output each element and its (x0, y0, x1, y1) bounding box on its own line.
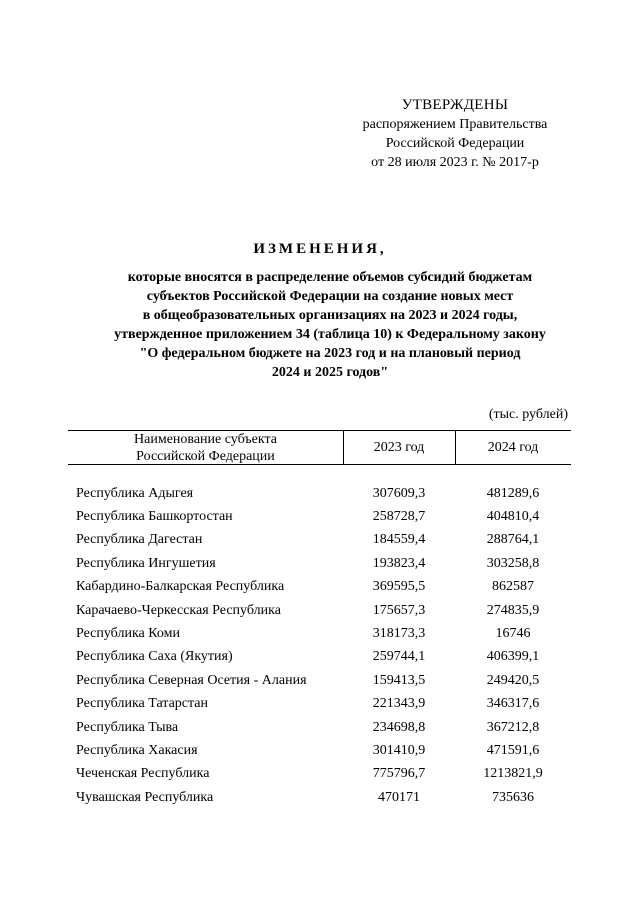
table-row (68, 576, 571, 599)
document-subtitle (60, 268, 600, 382)
value-2024-cell: 862587 (492, 579, 534, 595)
table-row (68, 786, 571, 809)
table-row (68, 529, 571, 552)
table-row (68, 646, 571, 669)
value-2023-cell: 470171 (378, 789, 420, 805)
value-2023-cell: 307609,3 (372, 485, 426, 501)
approval-line: распоряжением Правительства (362, 117, 548, 132)
region-name-cell: Республика Хакасия (76, 742, 198, 758)
table-row (68, 669, 571, 692)
value-2024-cell: 481289,6 (486, 485, 540, 501)
value-2024-cell: 16746 (495, 626, 531, 642)
region-name-cell: Республика Саха (Якутия) (76, 649, 233, 665)
region-name-cell: Кабардино-Балкарская Республика (76, 579, 285, 595)
region-name-cell: Республика Коми (76, 626, 180, 642)
table-row (68, 599, 571, 622)
value-2024-cell: 288764,1 (486, 532, 540, 548)
value-2023-cell: 221343,9 (372, 696, 426, 712)
document-title: ИЗМЕНЕНИЯ, (253, 241, 387, 257)
table-row (68, 622, 571, 645)
table-row (68, 505, 571, 528)
value-2023-cell: 193823,4 (372, 555, 426, 571)
value-2024-cell: 406399,1 (486, 649, 540, 665)
subtitle-line: "О федеральном бюджете на 2023 год и на плановый период (139, 346, 521, 361)
table-row (68, 739, 571, 762)
region-name-cell: Республика Дагестан (76, 532, 203, 548)
region-name-cell: Республика Адыгея (76, 485, 194, 501)
region-name-cell: Республика Башкортостан (76, 509, 233, 525)
value-2023-cell: 369595,5 (372, 579, 426, 595)
table-row (68, 716, 571, 739)
value-2023-cell: 184559,4 (372, 532, 426, 548)
region-name-cell: Чеченская Республика (76, 766, 210, 782)
value-2024-cell: 471591,6 (486, 742, 540, 758)
value-2023-cell: 318173,3 (372, 626, 426, 642)
table-row (68, 482, 571, 505)
table-body (68, 482, 571, 809)
subtitle-line: утвержденное приложением 34 (таблица 10) к Федеральному закону (114, 327, 546, 342)
region-name-cell: Республика Ингушетия (76, 555, 216, 571)
value-2024-cell: 1213821,9 (483, 766, 543, 782)
value-2023-cell: 159413,5 (372, 672, 426, 688)
value-2023-cell: 175657,3 (372, 602, 426, 618)
value-2024-cell: 249420,5 (486, 672, 540, 688)
header-2024: 2024 год (487, 440, 539, 455)
value-2023-cell: 258728,7 (372, 509, 426, 525)
subtitle-line: субъектов Российской Федерации на создание новых мест (146, 289, 514, 304)
value-2024-cell: 367212,8 (486, 719, 540, 735)
value-2023-cell: 234698,8 (372, 719, 426, 735)
table-row (68, 763, 571, 786)
region-name-cell: Чувашская Республика (76, 789, 214, 805)
value-2023-cell: 259744,1 (372, 649, 426, 665)
region-name-cell: Республика Тыва (76, 719, 179, 735)
table-row (68, 552, 571, 575)
approval-heading: УТВЕРЖДЕНЫ (401, 97, 509, 113)
value-2023-cell: 775796,7 (372, 766, 426, 782)
region-name-cell: Республика Северная Осетия - Алания (76, 672, 307, 688)
table-row (68, 693, 571, 716)
region-name-cell: Республика Татарстан (76, 696, 209, 712)
value-2024-cell: 404810,4 (486, 509, 540, 525)
value-2024-cell: 274835,9 (486, 602, 540, 618)
subtitle-line: в общеобразовательных организациях на 2023 и 2024 годы, (142, 308, 518, 323)
units-label: (тыс. рублей) (488, 407, 568, 422)
value-2023-cell: 301410,9 (372, 742, 426, 758)
header-name-line: Российской Федерации (136, 448, 275, 464)
header-region-name (68, 431, 343, 464)
region-name-cell: Карачаево-Черкесская Республика (76, 602, 281, 618)
value-2024-cell: 346317,6 (486, 696, 540, 712)
header-name-line: Наименование субъекта (134, 431, 277, 447)
header-2023: 2023 год (373, 440, 425, 455)
approval-block (340, 96, 570, 172)
subtitle-line: которые вносятся в распределение объемов субсидий бюджетам (127, 270, 533, 285)
subtitle-line: 2024 и 2025 годов" (271, 365, 389, 380)
approval-line: Российской Федерации (385, 136, 525, 151)
approval-line: от 28 июля 2023 г. № 2017-р (371, 155, 539, 170)
value-2024-cell: 303258,8 (486, 555, 540, 571)
value-2024-cell: 735636 (492, 789, 534, 805)
